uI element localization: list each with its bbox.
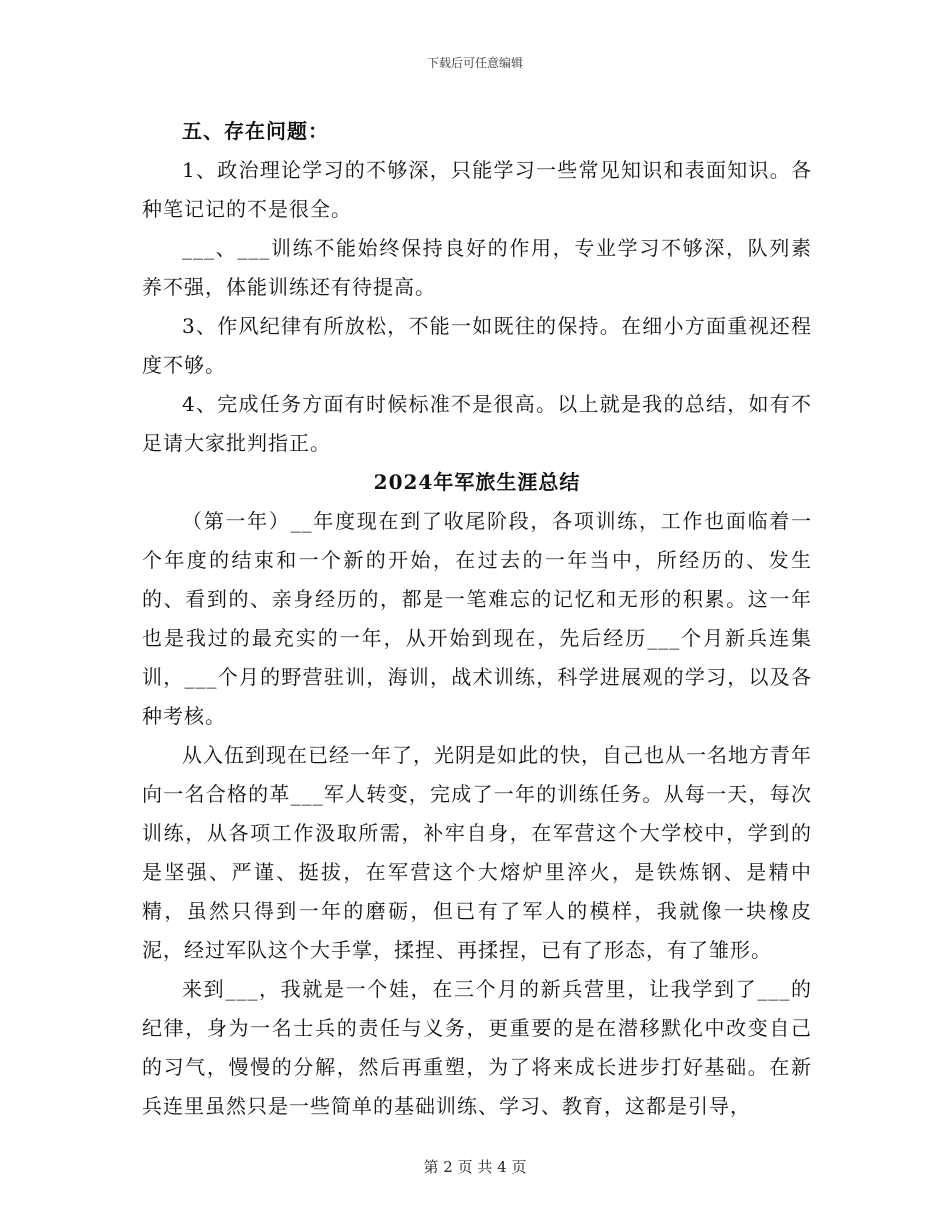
document-body [142,112,812,1126]
problem-item-3: 3、作风纪律有所放松，不能一如既往的保持。在细小方面重视还程度不够。 [142,314,812,377]
article-paragraph-1: （第一年）__年度现在到了收尾阶段，各项训练，工作也面临着一个年度的结束和一个新的开始，在过去的一年当中，所经历的、发生的、看到的、亲身经历的，都是一笔难忘的记忆和无形的积累。这一年也是我过的最充实的一年，从开始到现在，先后经历___个月新兵连集训，___个月的野营驻训，海训，战术训练，科学进展观的学习，以及各种考核。 [142,509,812,728]
article-paragraph-3: 来到___，我就是一个娃，在三个月的新兵营里，让我学到了___的纪律，身为一名士兵的责任与义务，更重要的是在潜移默化中改变自己的习气，慢慢的分解，然后再重塑，为了将来成长进步打好基础。在新兵连里虽然只是一些简单的基础训练、学习、教育，这都是引导， [142,977,812,1118]
article-title: 2024年军旅生涯总结 [373,470,581,494]
page-header-note: 下载后可任意编辑 [426,56,523,70]
problem-item-2: ___、___训练不能始终保持良好的作用，专业学习不够深，队列素养不强，体能训练还有待提高。 [142,236,812,299]
article-paragraph-2: 从入伍到现在已经一年了，光阴是如此的快，自己也从一名地方青年向一名合格的革___军人转变，完成了一年的训练任务。从每一天，每次训练，从各项工作汲取所需，补牢自身，在军营这个大学校中，学到的是坚强、严谨、挺拔，在军营这个大熔炉里淬火，是铁炼钢、是精中精，虽然只得到一年的磨砺，但已有了军人的模样，我就像一块橡皮泥，经过军队这个大手掌，揉捏、再揉捏，已有了形态，有了雏形。 [142,743,812,962]
problem-item-4: 4、完成任务方面有时候标准不是很高。以上就是我的总结，如有不足请大家批判指正。 [142,392,812,455]
section-heading: 五、存在问题： [182,119,329,143]
problem-item-1: 1、政治理论学习的不够深，只能学习一些常见知识和表面知识。各种笔记记的不是很全。 [142,158,812,221]
page-number: 第 2 页 共 4 页 [423,1158,527,1176]
